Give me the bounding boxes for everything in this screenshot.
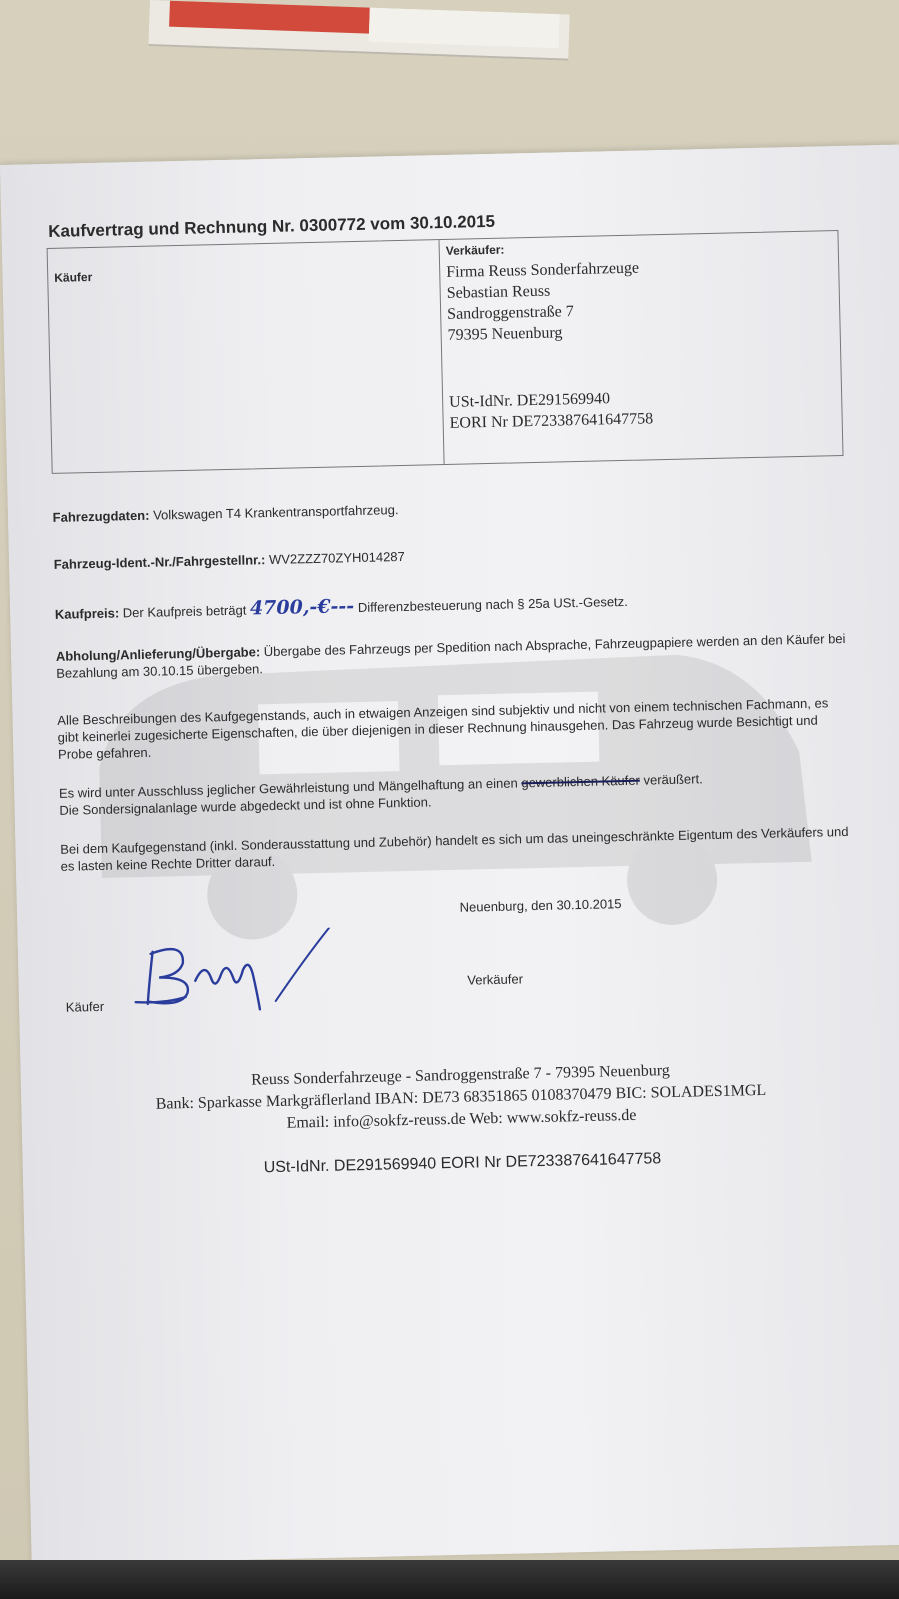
price-handwritten: 4700,-€--- xyxy=(249,595,355,620)
vehicle-label: Fahrezugdaten: xyxy=(52,507,150,525)
vin-value: WV2ZZZ70ZYH014287 xyxy=(268,548,405,568)
folder-paper xyxy=(369,8,560,49)
price-row xyxy=(55,584,845,624)
folder-red-stripe xyxy=(169,1,370,34)
seller-ids xyxy=(449,387,653,434)
vin-label: Fahrzeug-Ident.-Nr./Fahrgestellnr.: xyxy=(53,552,266,572)
signature-area xyxy=(62,920,854,1028)
buyer-section xyxy=(48,240,445,473)
price-label: Kaufpreis: xyxy=(54,605,120,622)
buyer-signature xyxy=(124,927,346,1032)
warranty-struck: gewerblichen Käufer xyxy=(521,772,641,791)
warranty-line2: Die Sondersignalanlage wurde abgedeckt und ist ohne Funktion. xyxy=(59,794,432,818)
warranty-before: Es wird unter Ausschluss jeglicher Gewährleistung und Mängelhaftung an einen xyxy=(58,775,518,801)
seller-line: 79395 Neuenburg xyxy=(447,324,563,344)
footer-ids: USt-IdNr. DE291569940 EORI Nr DE723387641647758 xyxy=(263,1150,662,1177)
price-prefix: Der Kaufpreis beträgt xyxy=(122,602,247,621)
footer-bank: Bank: Sparkasse Markgräflerland IBAN: DE73 68351865 0108370479 BIC: SOLADES1MGL xyxy=(155,1081,767,1113)
ownership-paragraph: Bei dem Kaufgegenstand (inkl. Sonderausstattung und Zubehör) handelt es sich um das uneingeschränkte Eigentum des Verkäufers und es lasten keine Rechte Dritter darauf. xyxy=(60,823,849,874)
warranty-paragraph xyxy=(59,767,850,819)
description-paragraph: Alle Beschreibungen des Kaufgegenstands, auch in etwaigen Anzeigen sind subjektiv und nicht von einem technischen Fachmann, es gibt keinerlei zugesicherte Eigenschaften, die über diejenigen in dieser Rechnung hinausgehen. Das Fahrzeug wurde Besichtigt und Probe gefahren. xyxy=(57,695,829,762)
handover-paragraph xyxy=(56,630,847,682)
dark-surface-edge xyxy=(0,1560,899,1599)
footer-contact: Email: info@sokfz-reuss.de Web: www.sokfz-reuss.de xyxy=(286,1106,637,1132)
vin-row xyxy=(54,539,844,572)
party-box xyxy=(47,230,844,474)
seller-line: Sebastian Reuss xyxy=(446,282,551,302)
warranty-after: veräußert. xyxy=(643,771,703,788)
contract-document xyxy=(46,204,858,1182)
buyer-signature-label: Käufer xyxy=(65,998,105,1015)
seller-signature-label: Verkäufer xyxy=(467,971,524,988)
vehicle-row xyxy=(53,492,843,525)
handover-label: Abholung/Anlieferung/Übergabe: xyxy=(55,644,261,664)
buyer-heading: Käufer xyxy=(54,269,93,285)
seller-line: Sandroggenstraße 7 xyxy=(447,303,575,323)
seller-address xyxy=(446,253,834,346)
handover-text: Übergabe des Fahrzeugs per Spedition nach Absprache, Fahrzeugpapiere werden an den Käufer bei Bezahlung am 30.10.15 übergeben. xyxy=(56,630,846,681)
seller-ust: USt-IdNr. DE291569940 xyxy=(449,390,611,411)
place-date: Neuenburg, den 30.10.2015 xyxy=(459,896,622,915)
seller-eori: EORI Nr DE723387641647758 xyxy=(449,410,654,432)
vehicle-value: Volkswagen T4 Krankentransportfahrzeug. xyxy=(152,502,399,523)
document-title: Kaufvertrag und Rechnung Nr. 0300772 vom 30.10.2015 xyxy=(47,211,496,241)
seller-heading: Verkäufer: xyxy=(445,242,505,258)
footer xyxy=(65,1056,856,1140)
footer-company: Reuss Sonderfahrzeuge - Sandroggenstraße 7 - 79395 Neuenburg xyxy=(250,1062,670,1089)
seller-line: Firma Reuss Sonderfahrzeuge xyxy=(446,259,640,281)
price-suffix: Differenzbesteuerung nach § 25a USt.-Gesetz. xyxy=(357,593,628,616)
seller-section xyxy=(440,231,843,464)
